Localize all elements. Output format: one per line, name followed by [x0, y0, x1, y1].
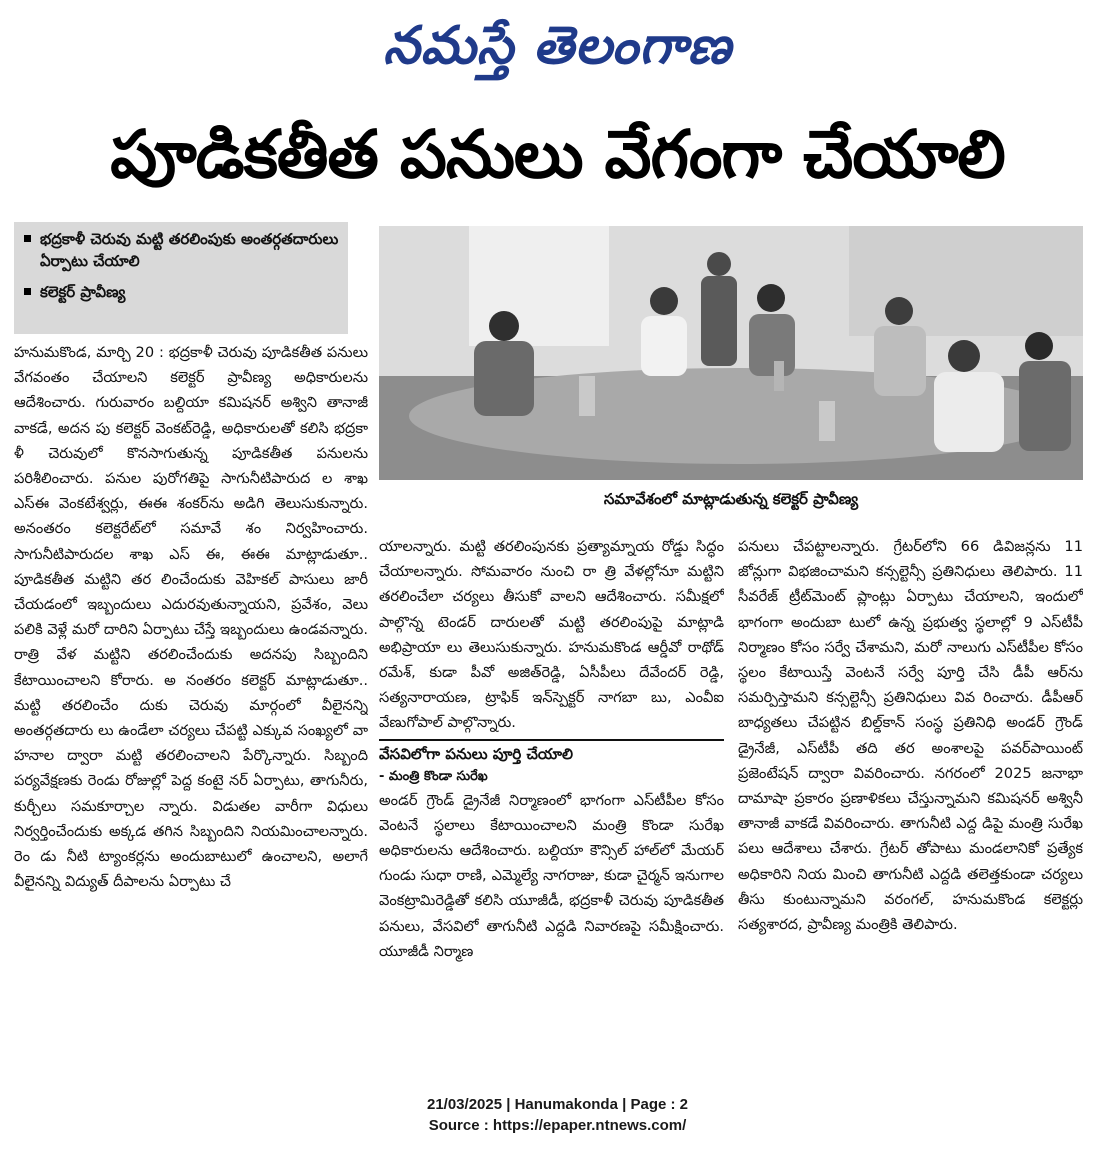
sub-headline: వేసవిలోగా పనులు పూర్తి చేయాలి [379, 739, 724, 766]
summary-point [22, 228, 340, 272]
summary-point-text: భద్రకాళీ చెరువు మట్టి తరలింపుకు అంతర్గతదారులు ఏర్పాటు చేయాలి [40, 230, 339, 270]
article-headline: పూడికతీత పనులు వేగంగా చేయాలి [110, 116, 1005, 193]
article-column-2-text: యాలన్నారు. మట్టి తరలింపునకు ప్రత్యామ్నాయ రోడ్డు సిద్ధం చేయాలన్నారు. సోమవారం నుంచి రా త్రి వేళల్లోనూ మట్టిని తరలించేలా చర్యలు తీసుకో వాలని ఆదేశించారు. సమీక్షలో పాల్గొన్న టెండర్ దారులతో మట్టి తరలింపుపై మాట్లాడి అభిప్రాయా లు తెలుసుకున్నారు. హనుమకొండ ఆర్డీవో రాథోడ్ రమేశ్, కుడా పీవో అజిత్‌రెడ్డి, ఏసీపీలు దేవేందర్ రెడ్డి, సత్యనారాయణ, ట్రాఫిక్ ఇన్‌స్పెక్టర్ నాగబా బు, ఎంవీఐ వేణుగోపాల్ పాల్గొన్నారు. [379, 538, 724, 732]
meeting-photo-illustration [379, 226, 1083, 480]
photo-caption: సమావేశంలో మాట్లాడుతున్న కలెక్టర్ ప్రావీణ్య [603, 490, 859, 508]
page-footer [0, 1094, 1115, 1136]
footer-date-edition: 21/03/2025 | Hanumakonda | Page : 2 [426, 1096, 688, 1113]
bullet-square-icon [24, 235, 31, 242]
article-column-3: పనులు చేపట్టాలన్నారు. గ్రేటర్‌లోని 66 డివిజన్లను 11 జోన్లుగా విభజించామని కన్సల్టెన్సీ ప్రతినిధులు తెలిపారు. 11 సీవరేజ్ ట్రీట్‌మెంట్ ప్లాంట్లు ఏర్పాటు చేయాలని, ఇందులో భాగంగా అందుబా టులో ఉన్న ప్రభుత్వ స్థలాల్లో 9 ఎస్‌టీపీ నిర్మాణం కోసం సర్వే చేశామని, మరో నాలుగు ఎస్‌టీపీల కోసం స్థలం కేటాయిస్తే వెంటనే సర్వే పూర్తి చేసి డీపీ ఆర్‌ను సమర్పిస్తామని కన్సల్టెన్సీ ప్రతినిధులు వివ రించారు. డీపీఆర్ బాధ్యతలు చేపట్టిన బిల్డ్‌కాన్ సంస్థ ప్రతినిధి అండర్ గ్రౌండ్ డ్రైనేజీ, ఎస్‌టీపీ తది తర అంశాలపై పవర్‌పాయింట్ ప్రజెంటేషన్ ద్వారా వివరించారు. నగరంలో 2025 జనాభా దామాషా ప్రకారం ప్రణాళికలు చేస్తున్నామని కమిషనర్ అశ్వినీ తానాజీ వాకడే వివరించారు. తాగునీటి ఎద్ద డిపై మంత్రి సురేఖ పలు ఆదేశాలు చేశారు. గ్రేటర్ తోపాటు మండలానికో ప్రత్యేక అధికారిని నియ మించి తాగునీటి ఎద్దడి తలెత్తకుండా చర్యలు తీసు కుంటున్నామని వరంగల్, హనుమకొండ కలెక్టర్లు సత్యశారద, ప్రావీణ్య మంత్రికి తెలిపారు. [738, 538, 1083, 934]
meeting-photo [379, 226, 1083, 480]
article-column-1: హనుమకొండ, మార్చి 20 : భద్రకాళీ చెరువు పూడికతీత పనులు వేగవంతం చేయాలని కలెక్టర్ ప్రావీణ్య అధికారులను ఆదేశించారు. గురువారం బల్దియా కమిషనర్ అశ్విని తానాజీ వాకడే, అదన పు కలెక్టర్ వెంకట్‌రెడ్డి, అధికారులతో కలిసి భద్రకా ళీ చెరువులో కొనసాగుతున్న పూడికతీత పనులను పరిశీలించారు. పనుల పురోగతిపై సాగునీటిపారుద ల శాఖ ఎస్‌ఈ వెంకటేశ్వర్లు, ఈఈ శంకర్‌ను అడిగి తెలుసుకున్నారు. అనంతరం కలెక్టరేట్‌లో సమావే శం నిర్వహించారు. సాగునీటిపారుదల శాఖ ఎస్ ఈ, ఈఈ మాట్లాడుతూ.. పూడికతీత మట్టిని తర లించేందుకు వెహికల్ పాసులు జారీ చేయడంలో ఇబ్బందులు ఎదురవుతున్నాయని, ప్రవేశం, వెలు పలికి వెళ్లే మరో దారిని ఏర్పాటు చేస్తే ఇబ్బందులు ఉండవన్నారు. రాత్రి వేళ మట్టిని తరలించేందుకు అదనపు సిబ్బందిని కేటాయించాలని కోరారు. అ నంతరం కలెక్టర్ మాట్లాడుతూ.. మట్టి తరలించేం దుకు చెరువు మార్గంలో వీలైనన్ని అంతర్గతదారు లు ఉండేలా చర్యలు చేపట్టి ఎక్కువ సంఖ్యలో వా హనాల ద్వారా మట్టి తరలించాలని పేర్కొన్నారు. సిబ్బంది పర్యవేక్షణకు రెండు రోజుల్లో పెద్ద కంటై నర్ ఏర్పాటు, తాగునీరు, కుర్చీలు సమకూర్చాల న్నారు. విడుతల వారీగా విధులు నిర్వర్తించేందుకు అక్కడ తగిన సిబ్బందిని నియమించాలన్నారు. రెం డు నీటి ట్యాంకర్లను అందుబాటులో ఉంచాలని, అలాగే వీలైనన్ని విద్యుత్ దీపాలను ఏర్పాటు చే [14, 344, 368, 891]
article-column-2-continued: అండర్ గ్రౌండ్ డ్రైనేజీ నిర్మాణంలో భాగంగా ఎస్‌టీపీల కోసం వెంటనే స్థలాలు కేటాయించాలని మంత్రి కొండా సురేఖ అధికారులను ఆదేశించారు. బల్దియా కౌన్సిల్ హాల్‌లో మేయర్ గుండు సుధా రాణి, ఎమ్మెల్యే నాగరాజు, కుడా చైర్మన్ ఇనుగాల వెంకట్రామిరెడ్డితో కలిసి యూజీడీ, భద్రకాళీ చెరువు పూడికతీత పనులు, వేసవిలో తాగునీటి ఎద్దడి నివారణపై సమీక్షించారు. యూజీడీ నిర్మాణ [379, 791, 724, 960]
sub-byline: - మంత్రి కొండా సురేఖ [379, 768, 488, 784]
summary-box [14, 222, 348, 334]
summary-point-text: కలెక్టర్ ప్రావీణ్య [40, 283, 126, 301]
summary-point [22, 281, 340, 303]
bullet-square-icon [24, 288, 31, 295]
footer-source: Source : https://epaper.ntnews.com/ [428, 1117, 687, 1134]
newspaper-masthead: నమస్తే తెలంగాణ [383, 15, 732, 76]
article-column-2 [379, 534, 724, 1062]
